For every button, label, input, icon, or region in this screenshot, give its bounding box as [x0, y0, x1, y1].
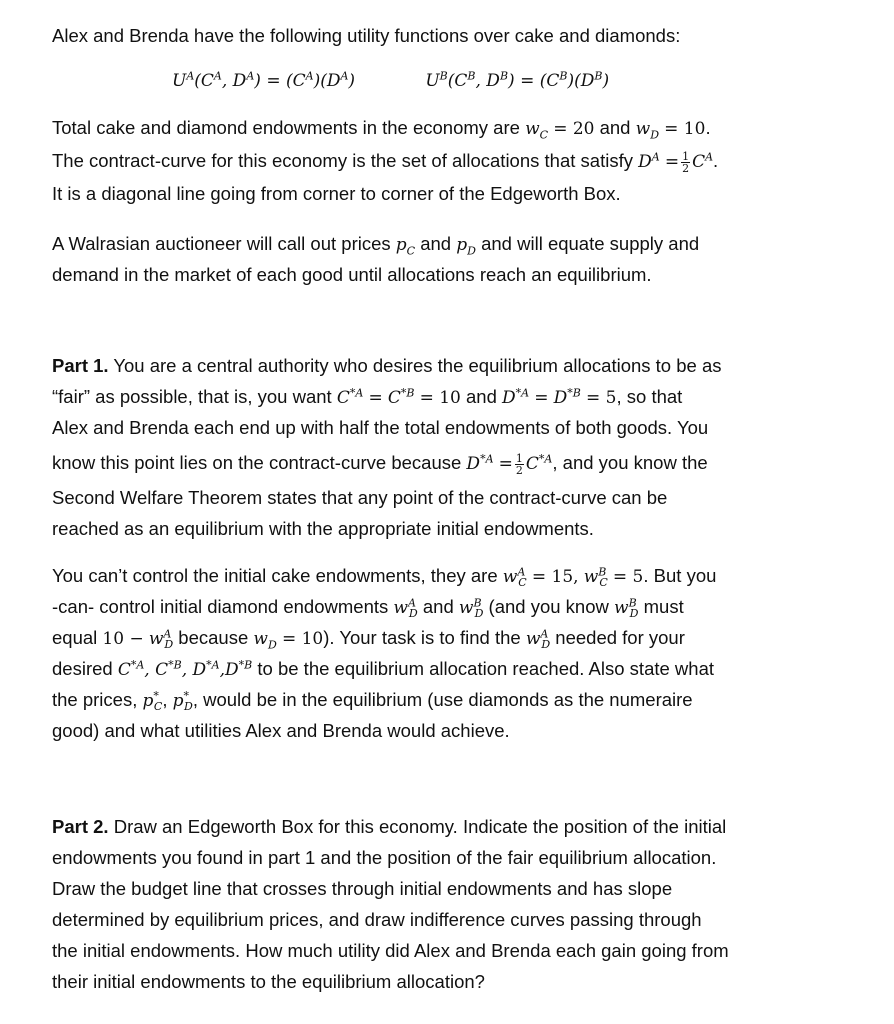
part2-paragraph: Part 2. Draw an Edgeworth Box for this economy. Indicate the position of the initial endowments you found in part 1 and the position of the fair equilibrium allocation. Draw the budget line that crosses through initial endowments and has slope determined by equilibrium prices, and draw indifference curves passing through the initial endowments. How much utility did Alex and Brenda each gain going from their initial endowments to the equilibrium allocation?: [52, 816, 729, 992]
diagonal-line: It is a diagonal line going from corner to corner of the Edgeworth Box.: [52, 183, 621, 204]
contract-curve-line: The contract-curve for this economy is the set of allocations that satisfy $D^A$ = $\frac{1}{2}$ $C^A$.: [52, 149, 719, 175]
walras-paragraph: A Walrasian auctioneer will call out prices $p_C$ and $p_D$ and will equate supply and demand in the market of each good until allocations reach an equilibrium.: [52, 233, 700, 285]
endowment-line: Total cake and diamond endowments in the economy are $w_C = 20$ and $w_D = 10$.: [52, 117, 711, 142]
part2-heading: Part 2.: [52, 816, 109, 837]
part1-paragraph-1: Part 1. You are a central authority who desires the equilibrium allocations to be as “fair” as possible, that is, you want $C^{*A} = C^{*B} = 10$ and $D^{*A} = D^{*B} = 5$, so that Alex and Brenda each end up with half the total endowments of both goods. You know this point lies on the contract-curve because $D^{*A}$ = $\frac{1}{2}$ $C^{*A}$, and you know the Second Welfare Theorem states that any point of the contract-curve can be reached as an equilibrium with the appropriate initial endowments.: [52, 355, 722, 539]
endowment-paragraph: [52, 112, 844, 209]
utility-b: $U^B(C^B$, $D^B) = (C^B)(D^B)$: [425, 69, 610, 91]
part1-paragraph-2: You can’t control the initial cake endowments, they are $w^A_C = 15$, $w^B_C = 5$. But you -can- control initial diamond endowments $w^A_D$ and $w^B_D$ (and you know $w^B_D$ must equal $10 - w^A_D$ because $w_D = 10$). Your task is to find the $w^A_D$ needed for your desired $C^{*A}$, $C^{*B}$, $D^{*A},D^{*B}$ to be the equilibrium allocation reached. Also state what the prices, $p^*_C$, $p^*_D$, would be in the equilibrium (use diamonds as the numeraire good) and what utilities Alex and Brenda would achieve.: [52, 565, 717, 741]
utility-a: $U^A(C^A$, $D^A) = (C^A)(D^A)$: [172, 69, 356, 91]
utility-functions: [52, 64, 844, 95]
intro-line: Alex and Brenda have the following utility functions over cake and diamonds:: [52, 25, 681, 46]
part1-heading: Part 1.: [52, 355, 109, 376]
